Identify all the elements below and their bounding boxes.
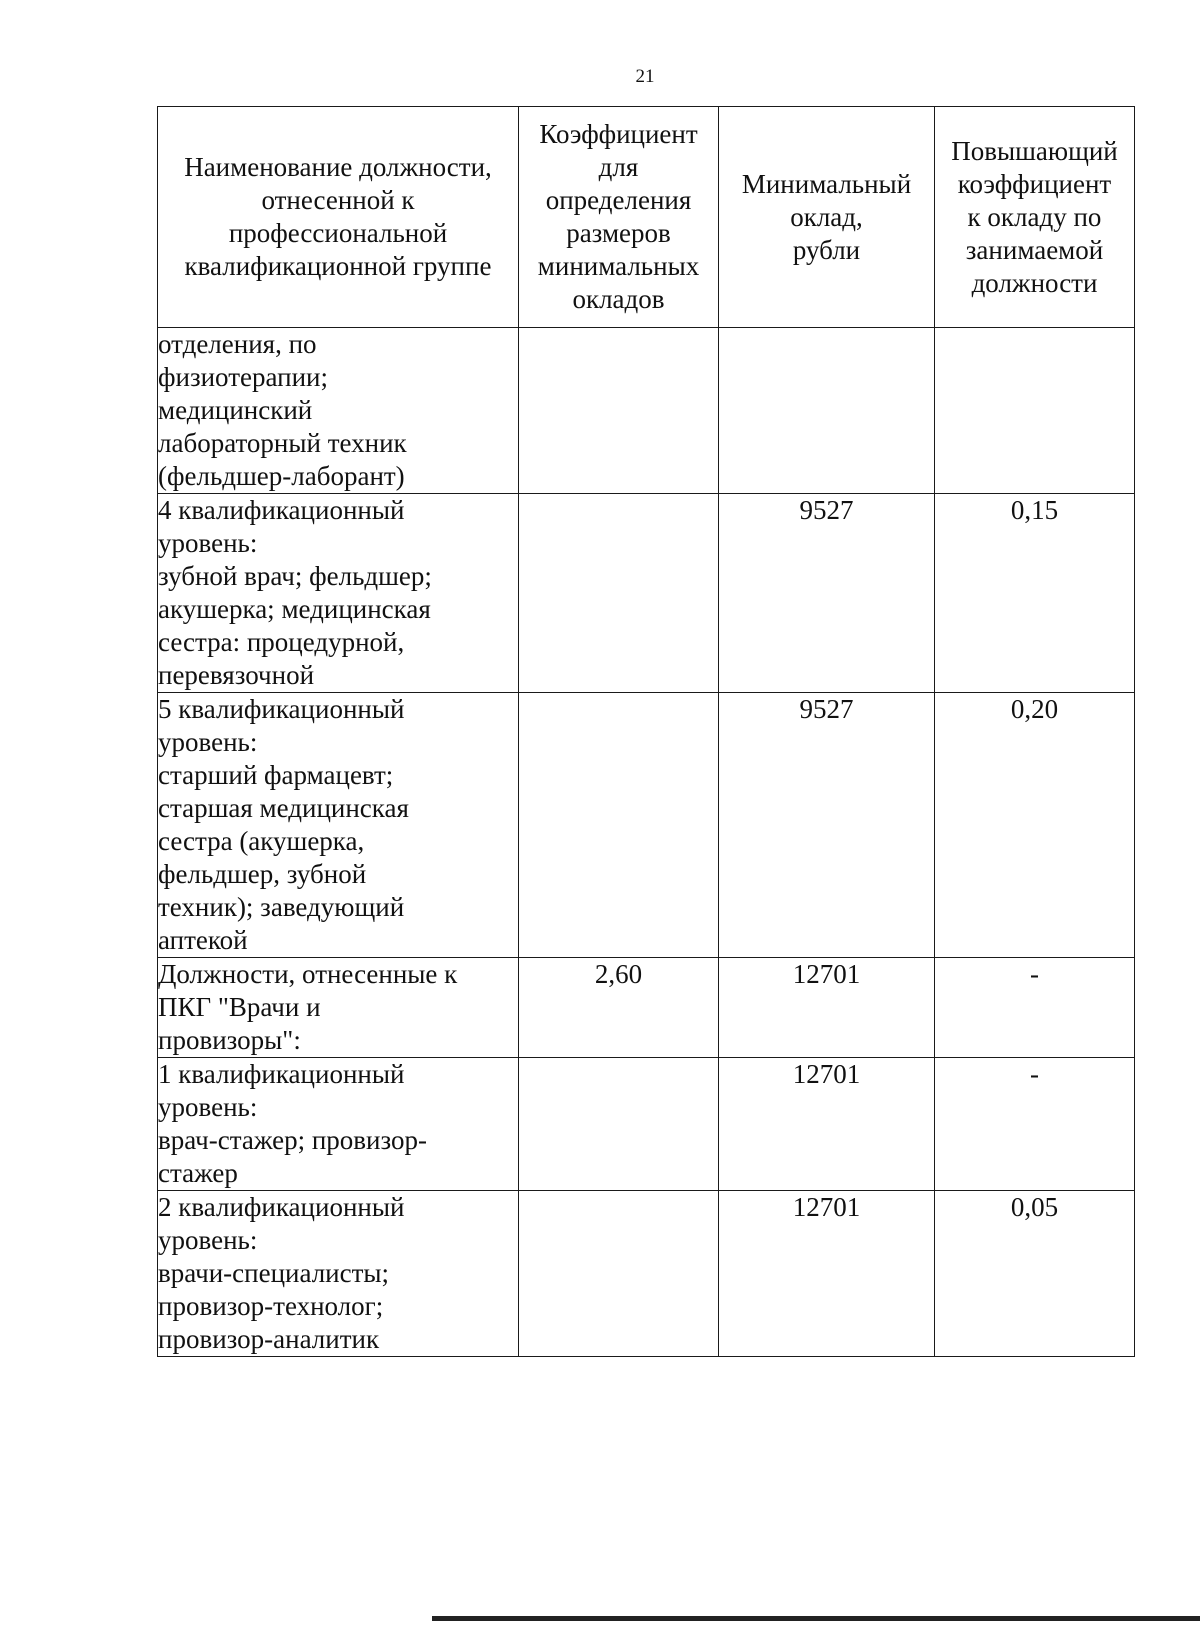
salary-cell: 12701 <box>719 1058 935 1191</box>
position-line: уровень: <box>158 1092 258 1122</box>
position-name-cell <box>158 494 519 693</box>
salary-cell: 9527 <box>719 494 935 693</box>
position-line: старший фармацевт; <box>158 760 394 790</box>
position-line: уровень: <box>158 528 258 558</box>
increase-cell: - <box>935 1058 1135 1191</box>
position-line: врач-стажер; провизор- <box>158 1125 427 1155</box>
position-line: уровень: <box>158 1225 258 1255</box>
position-line: 4 квалификационный <box>158 495 405 525</box>
salary-cell: 9527 <box>719 693 935 958</box>
salary-table <box>157 106 1135 1357</box>
header-line: коэффициент <box>957 168 1112 199</box>
position-line: провизор-технолог; <box>158 1291 384 1321</box>
table-row <box>158 328 1135 494</box>
position-name-cell <box>158 328 519 494</box>
position-line: лабораторный техник <box>158 428 407 458</box>
position-line: 2 квалификационный <box>158 1192 405 1222</box>
table-row <box>158 494 1135 693</box>
header-increase-coefficient <box>935 107 1135 328</box>
position-line: (фельдшер-лаборант) <box>158 461 405 491</box>
header-line: Наименование должности, <box>184 152 492 182</box>
position-line: аптекой <box>158 925 248 955</box>
salary-cell: 12701 <box>719 1191 935 1357</box>
header-line: Повышающий <box>951 135 1118 166</box>
position-line: перевязочной <box>158 660 315 690</box>
increase-cell <box>935 328 1135 494</box>
increase-cell: - <box>935 958 1135 1058</box>
header-position-name <box>158 107 519 328</box>
table-row <box>158 1191 1135 1357</box>
position-line: 5 квалификационный <box>158 694 405 724</box>
position-line: Должности, отнесенные к <box>158 959 458 989</box>
header-line: окладов <box>572 284 665 314</box>
header-line: для <box>598 152 639 182</box>
table-row <box>158 1058 1135 1191</box>
table-body <box>158 328 1135 1357</box>
position-name-cell <box>158 693 519 958</box>
position-line: фельдшер, зубной <box>158 859 367 889</box>
position-line: зубной врач; фельдшер; <box>158 561 432 591</box>
increase-cell: 0,05 <box>935 1191 1135 1357</box>
position-line: медицинский <box>158 395 313 425</box>
position-line: провизор-аналитик <box>158 1324 380 1354</box>
header-line: отнесенной к <box>261 185 415 215</box>
header-line: рубли <box>792 234 861 265</box>
position-name-cell <box>158 1058 519 1191</box>
header-line: Минимальный <box>741 168 912 199</box>
header-line: профессиональной <box>228 218 448 248</box>
position-line: уровень: <box>158 727 258 757</box>
header-row <box>158 107 1135 328</box>
increase-cell: 0,20 <box>935 693 1135 958</box>
coefficient-cell <box>519 494 719 693</box>
header-line: определения <box>545 185 692 215</box>
salary-cell: 12701 <box>719 958 935 1058</box>
coefficient-cell <box>519 328 719 494</box>
header-line: минимальных <box>537 251 700 281</box>
position-line: акушерка; медицинская <box>158 594 431 624</box>
position-name-cell <box>158 958 519 1058</box>
position-line: техник); заведующий <box>158 892 405 922</box>
position-line: врачи-специалисты; <box>158 1258 390 1288</box>
position-line: ПКГ "Врачи и <box>158 992 321 1022</box>
table-header <box>158 107 1135 328</box>
position-line: стажер <box>158 1158 238 1188</box>
position-line: сестра (акушерка, <box>158 826 365 856</box>
header-line: квалификационной группе <box>184 251 492 281</box>
header-line: размеров <box>566 218 671 248</box>
table-row <box>158 693 1135 958</box>
position-line: провизоры": <box>158 1025 301 1055</box>
header-coefficient <box>519 107 719 328</box>
position-line: отделения, по <box>158 329 317 359</box>
header-line: занимаемой <box>965 234 1104 265</box>
coefficient-cell: 2,60 <box>519 958 719 1058</box>
header-line: должности <box>971 267 1098 298</box>
coefficient-cell <box>519 1058 719 1191</box>
position-line: сестра: процедурной, <box>158 627 405 657</box>
coefficient-cell <box>519 693 719 958</box>
table-row <box>158 958 1135 1058</box>
position-line: старшая медицинская <box>158 793 409 823</box>
position-name-cell <box>158 1191 519 1357</box>
scan-edge-rule <box>432 1616 1200 1621</box>
header-line: к окладу по <box>967 201 1102 232</box>
header-line: оклад, <box>790 201 863 232</box>
page-number: 21 <box>635 66 655 87</box>
position-line: 1 квалификационный <box>158 1059 405 1089</box>
header-min-salary <box>719 107 935 328</box>
coefficient-cell <box>519 1191 719 1357</box>
increase-cell: 0,15 <box>935 494 1135 693</box>
header-line: Коэффициент <box>539 119 698 149</box>
position-line: физиотерапии; <box>158 362 328 392</box>
salary-cell <box>719 328 935 494</box>
